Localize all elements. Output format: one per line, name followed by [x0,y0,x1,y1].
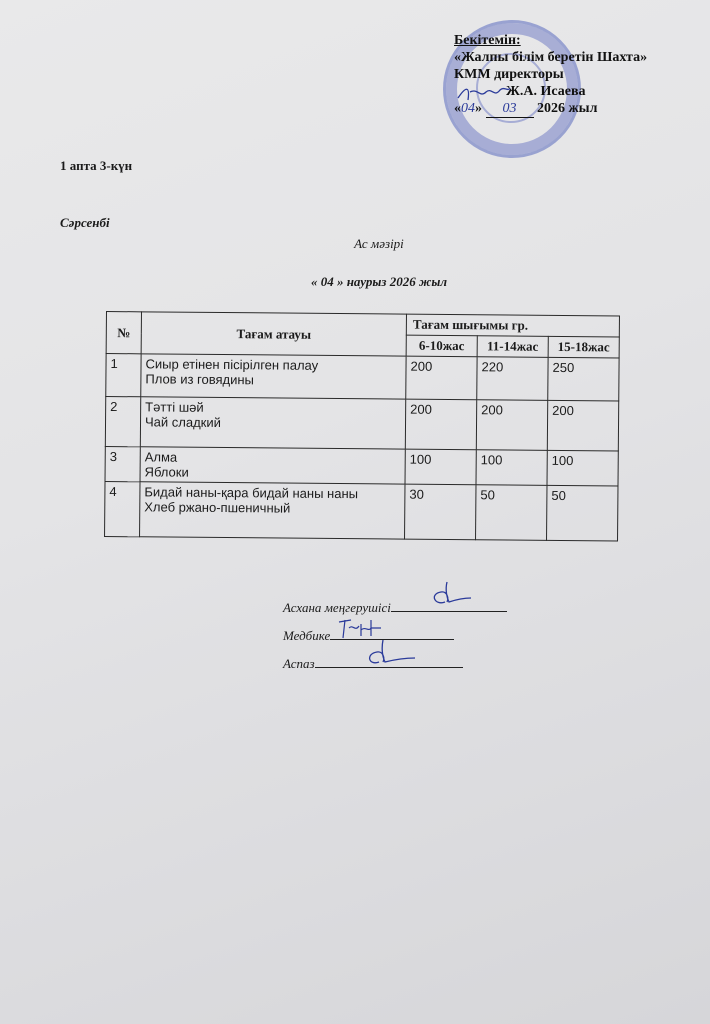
row-value-11-14: 50 [476,485,547,541]
approval-date-year: 2026 жыл [537,101,598,116]
row-value-11-14: 200 [476,400,547,451]
header-age-6-10: 6-10жас [406,335,477,357]
approval-org: «Жалпы білім беретін Шахта» [454,50,648,65]
approval-heading: Бекітемін: [454,33,521,48]
row-value-15-18: 250 [548,357,619,401]
row-value-11-14: 100 [476,450,547,486]
kitchen-head-label: Асхана меңгерушісі [283,600,391,615]
header-name: Тағам атауы [141,312,406,356]
header-num: № [106,312,141,354]
dish-name-ru: Хлеб ржано-пшеничный [144,499,291,516]
dish-name-kz: Тәтті шәй [145,399,204,415]
row-num: 1 [106,354,141,397]
row-value-15-18: 50 [547,485,618,541]
header-group: Тағам шығымы гр. [406,314,619,337]
signature-kitchen-head [283,594,507,622]
dish-name-ru: Плов из говядины [145,371,254,388]
row-num: 4 [105,481,140,536]
approval-position: КММ директоры [454,67,564,82]
row-dish [141,354,406,399]
signature-block [283,594,507,678]
cook-label: Аспаз [283,656,315,671]
approval-date-day: 04 [461,101,475,116]
approval-date-close: » [475,101,482,116]
dish-name-kz: Алма [144,449,178,465]
nurse-label: Медбике [283,628,331,643]
kitchen-head-signature [423,580,473,610]
menu-date [0,274,710,290]
row-dish [140,447,405,484]
signature-cook [283,650,507,678]
row-num: 3 [105,446,140,481]
dish-name-kz: Бидай наны-қара бидай наны наны [144,484,359,502]
approval-date-open: « [454,101,461,116]
row-value-6-10: 200 [406,356,477,400]
menu-title [0,236,710,252]
header-age-11-14: 11-14жас [477,336,548,358]
row-value-11-14: 220 [477,357,548,401]
row-value-15-18: 200 [547,400,618,451]
header-age-15-18: 15-18жас [548,336,619,358]
table-row [106,354,619,401]
dish-name-ru: Чай сладкий [144,414,221,431]
week-day-label: 1 апта 3-күн [60,158,133,173]
row-value-6-10: 30 [405,484,476,540]
menu-title-text: Ас мәзірі [354,236,404,251]
approval-director: Ж.А. Исаева [506,84,586,99]
weekday-name: Сәрсенбі [60,215,110,230]
dish-name-kz: Сиыр етінен пісірілген палау [145,356,319,373]
row-num: 2 [105,397,140,447]
menu-table [104,311,620,541]
row-dish [140,482,405,539]
row-value-6-10: 200 [405,399,476,450]
table-row [105,397,618,451]
director-signature [456,84,512,104]
row-dish [140,397,405,449]
menu-date-text: « 04 » наурыз 2026 жыл [310,274,448,289]
cook-signature [361,640,417,670]
row-value-6-10: 100 [405,449,476,485]
table-header-row [106,312,619,337]
table-row [105,481,618,540]
table-row [105,446,618,485]
dish-name-ru: Яблоки [144,464,189,480]
row-value-15-18: 100 [547,450,618,486]
approval-date-month: 03 [486,100,534,118]
approval-block [454,32,699,118]
